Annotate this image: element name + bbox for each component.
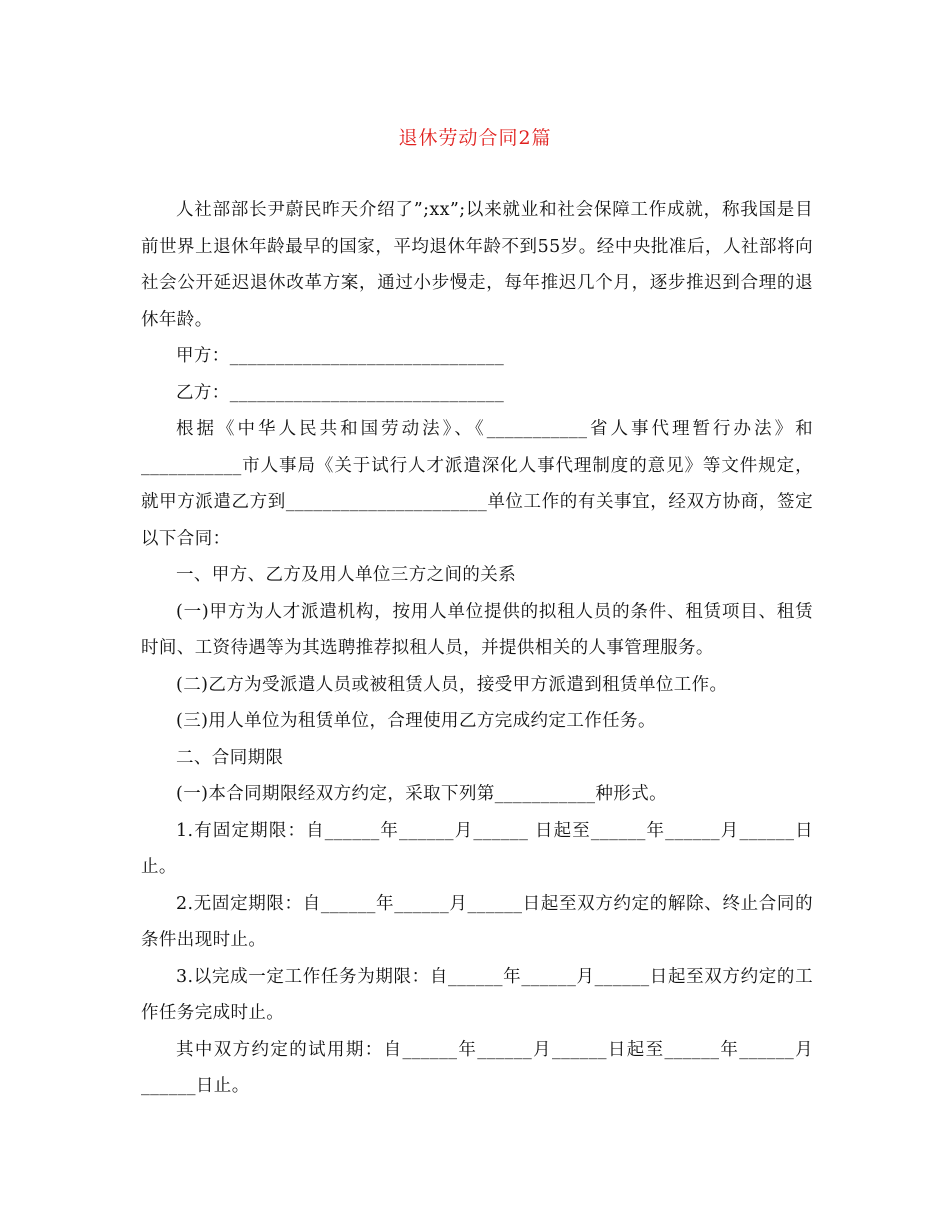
paragraph-clause: 2.无固定期限：自______年______月______日起至双方约定的解除、终止合同的条件出现时止。 (141, 893, 813, 950)
paragraph-clause: (三)用人单位为租赁单位，合理使用乙方完成约定工作任务。 (176, 711, 656, 731)
document-title: 退休劳动合同2篇 (398, 127, 552, 149)
paragraph-clause: 3.以完成一定工作任务为期限：自______年______月______日起至双方约定的工作任务完成时止。 (141, 966, 813, 1023)
paragraph-basis: 根据《中华人民共和国劳动法》、《___________省人事代理暂行办法》和___________市人事局《关于试行人才派遣深化人事代理制度的意见》等文件规定，就甲方派遣乙方到______________________单位工作的有关事宜，经双方协商，签定以下合同： (141, 419, 813, 549)
paragraph-clause: (一)甲方为人才派遣机构，按用人单位提供的拟租人员的条件、租赁项目、租赁时间、工资待遇等为其选聘推荐拟租人员，并提供相关的人事管理服务。 (141, 601, 813, 658)
paragraph-intro: 人社部部长尹蔚民昨天介绍了”;xx”;以来就业和社会保障工作成就，称我国是目前世界上退休年龄最早的国家，平均退休年龄不到55岁。经中央批准后，人社部将向社会公开延迟退休改革方案，通过小步慢走，每年推迟几个月，逐步推迟到合理的退休年龄。 (141, 200, 813, 330)
section-heading-relationship: 一、甲方、乙方及用人单位三方之间的关系 (176, 565, 517, 585)
paragraph-party-a: 甲方：______________________________ (176, 346, 505, 366)
paragraph-clause: 1.有固定期限：自______年______月______ 日起至______年______月______日止。 (141, 820, 813, 877)
paragraph-probation: 其中双方约定的试用期：自______年______月______日起至______年______月______日止。 (141, 1039, 813, 1096)
section-heading-term: 二、合同期限 (176, 747, 284, 768)
paragraph-clause: (一)本合同期限经双方约定，采取下列第___________种形式。 (176, 784, 668, 804)
paragraph-party-b: 乙方：______________________________ (176, 382, 505, 403)
paragraph-clause: (二)乙方为受派遣人员或被租赁人员，接受甲方派遣到租赁单位工作。 (176, 674, 728, 695)
document-body (141, 192, 813, 1105)
